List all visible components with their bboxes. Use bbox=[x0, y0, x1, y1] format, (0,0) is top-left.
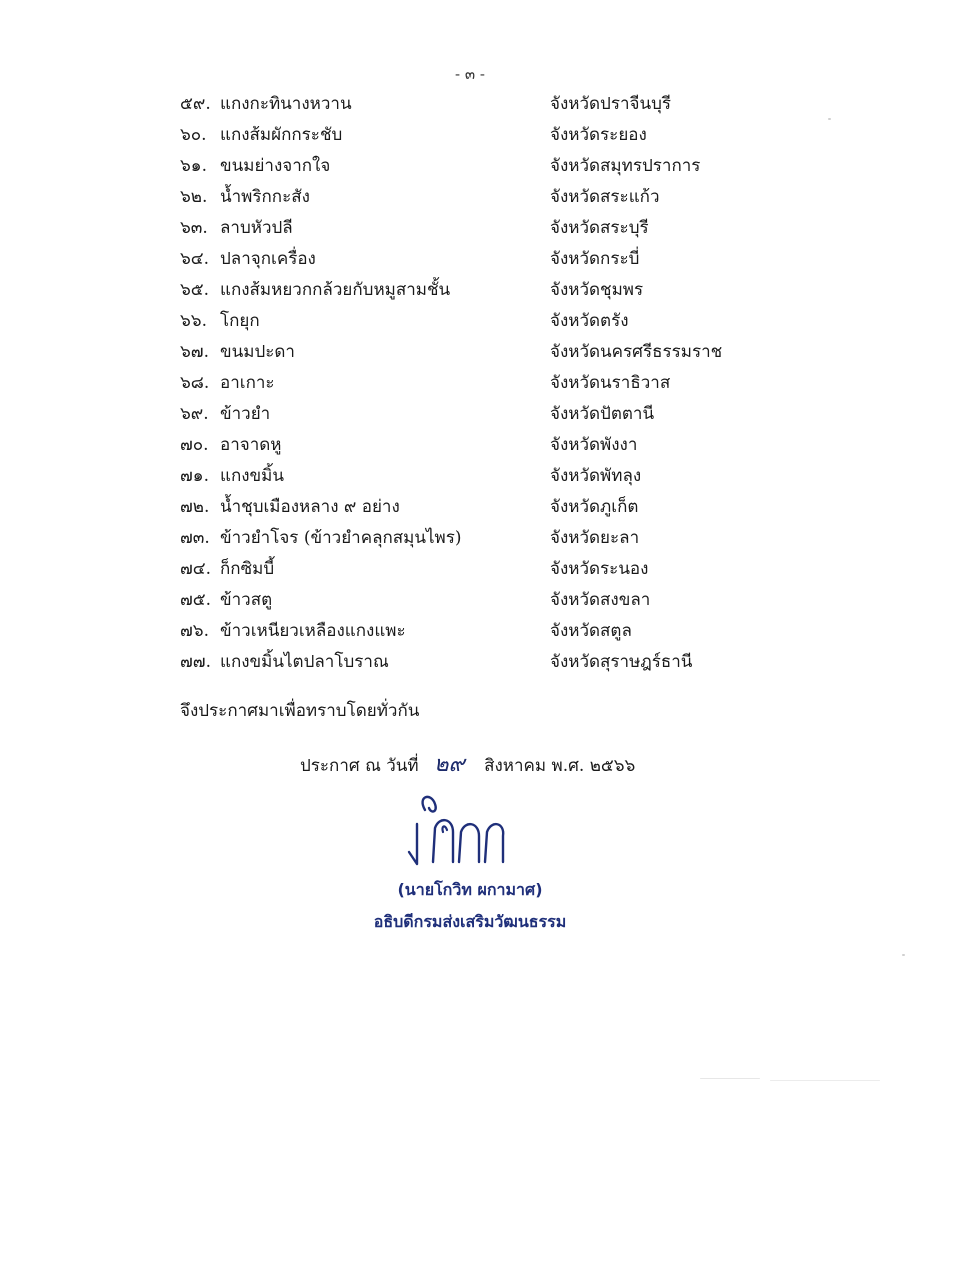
province-name: จังหวัดตรัง bbox=[550, 311, 629, 331]
signature bbox=[395, 790, 515, 870]
list-item bbox=[180, 88, 740, 119]
list-item bbox=[180, 336, 740, 367]
item-number: ๗๑. bbox=[180, 466, 209, 486]
item-number: ๖๖. bbox=[180, 311, 207, 331]
item-number: ๕๙. bbox=[180, 94, 211, 114]
item-number: ๖๒. bbox=[180, 187, 208, 207]
dish-name: อาจาดหู bbox=[220, 435, 282, 455]
province-name: จังหวัดระยอง bbox=[550, 125, 647, 145]
item-number: ๖๗. bbox=[180, 342, 209, 362]
scan-speck bbox=[700, 1078, 760, 1079]
signer-name: (นายโกวิท ผกามาศ) bbox=[397, 880, 543, 899]
list-item bbox=[180, 243, 740, 274]
list-item bbox=[180, 274, 740, 305]
dish-name: โกยุก bbox=[220, 311, 260, 331]
dish-name: น้ำชุบเมืองหลาง ๙ อย่าง bbox=[220, 497, 400, 517]
list-item bbox=[180, 305, 740, 336]
list-item bbox=[180, 398, 740, 429]
list-item bbox=[180, 119, 740, 150]
item-number: ๗๖. bbox=[180, 621, 209, 641]
dish-name: ข้าวสตู bbox=[220, 590, 273, 610]
dish-name: แกงส้มผักกระชับ bbox=[220, 125, 343, 145]
dish-name: แกงขมิ้นไตปลาโบราณ bbox=[220, 652, 389, 672]
dish-name: ลาบหัวปลี bbox=[220, 218, 293, 238]
province-name: จังหวัดสงขลา bbox=[550, 590, 651, 610]
item-number: ๗๐. bbox=[180, 435, 209, 455]
list-item bbox=[180, 584, 740, 615]
list-item bbox=[180, 460, 740, 491]
province-name: จังหวัดพัทลุง bbox=[550, 466, 642, 486]
dish-list bbox=[180, 88, 740, 677]
dish-name: ขนมปะดา bbox=[220, 342, 295, 362]
list-item bbox=[180, 646, 740, 677]
item-number: ๖๓. bbox=[180, 218, 208, 238]
province-name: จังหวัดยะลา bbox=[550, 528, 640, 548]
province-name: จังหวัดพังงา bbox=[550, 435, 638, 455]
province-name: จังหวัดนครศรีธรรมราช bbox=[550, 342, 723, 362]
list-item bbox=[180, 429, 740, 460]
province-name: จังหวัดสมุทรปราการ bbox=[550, 156, 701, 176]
announcement-date-line bbox=[300, 746, 635, 781]
province-name: จังหวัดสุราษฎร์ธานี bbox=[550, 652, 693, 672]
province-name: จังหวัดนราธิวาส bbox=[550, 373, 671, 393]
dish-name: ข้าวยำ bbox=[220, 404, 271, 424]
list-item bbox=[180, 150, 740, 181]
province-name: จังหวัดปราจีนบุรี bbox=[550, 94, 672, 114]
dish-name: ข้าวยำโจร (ข้าวยำคลุกสมุนไพร) bbox=[220, 528, 462, 548]
dish-name: ขนมย่างจากใจ bbox=[220, 156, 331, 176]
item-number: ๖๐. bbox=[180, 125, 207, 145]
province-name: จังหวัดภูเก็ต bbox=[550, 497, 639, 517]
list-item bbox=[180, 522, 740, 553]
item-number: ๗๓. bbox=[180, 528, 210, 548]
item-number: ๖๕. bbox=[180, 280, 210, 300]
list-item bbox=[180, 553, 740, 584]
dish-name: ปลาจุกเครื่อง bbox=[220, 249, 316, 269]
province-name: จังหวัดปัตตานี bbox=[550, 404, 655, 424]
province-name: จังหวัดสระแก้ว bbox=[550, 187, 660, 207]
scan-speck bbox=[770, 1080, 880, 1081]
list-item bbox=[180, 615, 740, 646]
announcement-month-year: สิงหาคม พ.ศ. ๒๕๖๖ bbox=[484, 756, 636, 776]
province-name: จังหวัดสตูล bbox=[550, 621, 632, 641]
scan-speck bbox=[828, 118, 831, 120]
province-name: จังหวัดสระบุรี bbox=[550, 218, 649, 238]
list-item bbox=[180, 212, 740, 243]
dish-name: แกงกะทินางหวาน bbox=[220, 94, 352, 114]
page-number: - ๓ - bbox=[455, 65, 485, 83]
item-number: ๖๘. bbox=[180, 373, 210, 393]
signer-title: อธิบดีกรมส่งเสริมวัฒนธรรม bbox=[373, 912, 567, 931]
list-item bbox=[180, 181, 740, 212]
dish-name: แกงขมิ้น bbox=[220, 466, 284, 486]
item-number: ๖๔. bbox=[180, 249, 210, 269]
item-number: ๖๙. bbox=[180, 404, 209, 424]
province-name: จังหวัดกระบี่ bbox=[550, 249, 640, 269]
dish-name: ก็กซิมบี้ bbox=[220, 559, 275, 579]
dish-name: อาเกาะ bbox=[220, 373, 275, 393]
scan-speck bbox=[902, 954, 905, 956]
dish-name: น้ำพริกกะสัง bbox=[220, 187, 310, 207]
dish-name: แกงส้มหยวกกล้วยกับหมูสามชั้น bbox=[220, 280, 451, 300]
item-number: ๗๗. bbox=[180, 652, 211, 672]
dish-name: ข้าวเหนียวเหลืองแกงแพะ bbox=[220, 621, 406, 641]
list-item bbox=[180, 367, 740, 398]
province-name: จังหวัดชุมพร bbox=[550, 280, 644, 300]
announcement-date-prefix: ประกาศ ณ วันที่ bbox=[300, 756, 419, 776]
list-item bbox=[180, 491, 740, 522]
closing-statement: จึงประกาศมาเพื่อทราบโดยทั่วกัน bbox=[180, 701, 420, 721]
item-number: ๖๑. bbox=[180, 156, 207, 176]
item-number: ๗๔. bbox=[180, 559, 212, 579]
province-name: จังหวัดระนอง bbox=[550, 559, 649, 579]
item-number: ๗๕. bbox=[180, 590, 212, 610]
announcement-day-handwritten: ๒๙ bbox=[434, 752, 465, 777]
item-number: ๗๒. bbox=[180, 497, 210, 517]
